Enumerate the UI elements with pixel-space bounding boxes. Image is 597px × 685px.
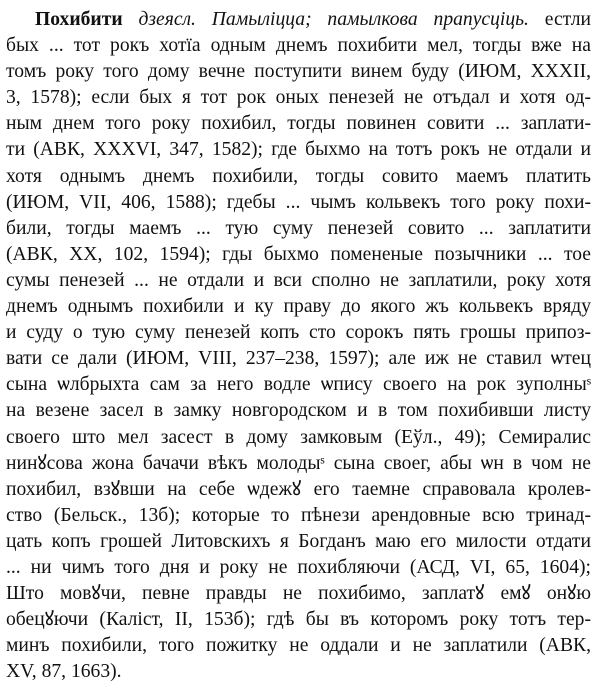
entry-line: минъ похибили, того пожитку не оддали и не заплатили (АВК, xyxy=(6,635,591,657)
entry-line: похибил, взꙋвши на себе ѡдежꙋ его таемне справовала кролев- xyxy=(6,478,591,500)
entry-line: и суду о тую суму пенезей копъ сто сорокъ пять грошы припоз- xyxy=(6,322,591,344)
entry-line: ... ни чимъ того дня и року не похибляючи (АСД, VI, 65, 1604); xyxy=(6,556,591,578)
entry-line: цать копъ грошей Литовскихъ я Богданъ маю его милости отдати xyxy=(6,530,591,552)
headword: Похибити xyxy=(35,9,123,30)
entry-line: Што мовꙋчи, певне правды не похибимо, заплатꙋ емꙋ онꙋю xyxy=(6,583,591,605)
entry-line: томъ року того дому вечне поступити винем буду (ИЮМ, XXXII, xyxy=(6,61,591,83)
text-fragment: естли xyxy=(544,9,591,30)
entry-line: вати се дали (ИЮМ, VIII, 237–238, 1597); але иж не ставил ѡтец xyxy=(6,348,591,370)
entry-line: ти (АВК, XXXVI, 347, 1582); где быхмо на тотъ рокъ не отдали и xyxy=(6,139,591,161)
entry-line: ство (Бельск., 13б); которые то пѣнези арендовные всю тринад- xyxy=(6,504,591,526)
entry-first-line xyxy=(6,7,591,33)
entry-line: (ИЮМ, VII, 406, 1588); гдебы ... чымъ кольвекъ того року похи- xyxy=(6,191,591,213)
entry-line: сына ѡлбрыхта сам за него водле ѡпису своего на рок зуполныˢ xyxy=(6,374,591,396)
entry-line: днемъ однымъ похибили и ку праву до якого жъ кольвекъ вряду xyxy=(6,296,591,318)
entry-line: на везене засел в замку новгородском и в том похибивши листу xyxy=(6,400,591,422)
entry-line: били, тогды маемъ ... тую суму пенезей совито ... заплатити xyxy=(6,217,591,239)
entry-line: (АВК, XX, 102, 1594); гды быхмо помененые позычники ... тое xyxy=(6,243,591,265)
entry-line: хотя однымъ днемъ похибили, тогды совито маемъ платить xyxy=(6,165,591,187)
entry-line: бых ... тот рокъ хотїа одным днемъ похибити мел, тогды вже на xyxy=(6,35,591,57)
entry-line: своего што мел засест в дому замковым (Еўл., 49); Семиралис xyxy=(6,426,591,448)
grammar-definition: дзеясл. Памыліцца; памылкова прапусціць. xyxy=(138,9,529,30)
entry-line: ным днем того року похибил, тогды повинен совити ... заплати- xyxy=(6,113,591,135)
entry-line: 3, 1578); если бых я тот рок оных пенезей не отъдал и хотя од- xyxy=(6,87,591,109)
entry-line: XV, 87, 1663). xyxy=(6,661,122,683)
entry-line: обецꙋючи (Калiст, II, 153б); гдѣ бы въ которомъ року тотъ тер- xyxy=(6,609,591,631)
entry-line: сумы пенезей ... не отдали и вси сполно не заплатили, року хотя xyxy=(6,269,591,291)
entry-line: нинꙋсова жона бачачи вѣкъ молодыˢ сына своег, абы ѡн в чом не xyxy=(6,452,591,474)
